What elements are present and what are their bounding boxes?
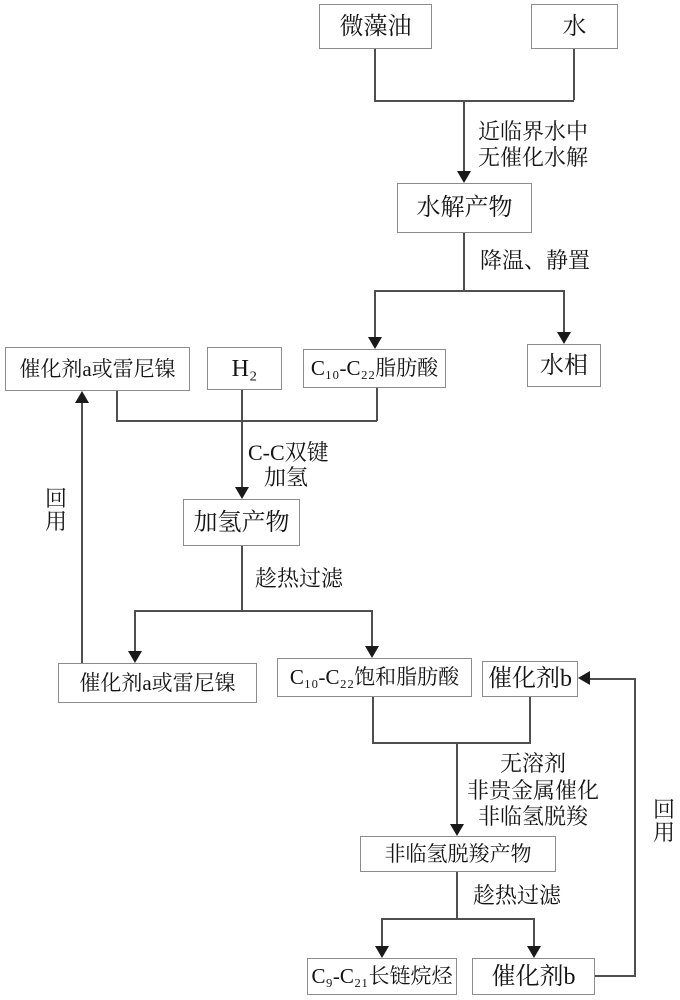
edge-split-1	[374, 290, 564, 292]
edge-to-catalyst-b-recovered	[533, 918, 535, 947]
node-c9-c21-alkanes: C₉-C₂₁长链烷烃	[307, 958, 457, 995]
arrowhead-to-fatty-acids	[368, 337, 382, 349]
edge-to-decarb-product	[456, 742, 458, 825]
edge-split-2	[134, 610, 373, 612]
edge-recycle-right-vertical	[634, 678, 636, 977]
edge-decarb-down	[456, 872, 458, 919]
edge-merge-decarb	[372, 742, 531, 744]
label-reuse-left: 回用	[45, 486, 68, 535]
node-catalyst-b: 催化剂b	[482, 661, 578, 697]
edge-recycle-right-top	[589, 678, 635, 680]
edge-water-down	[573, 49, 575, 100]
edge-split-3	[381, 918, 535, 920]
arrowhead-to-water-phase	[557, 332, 571, 344]
edge-fatty-acids-down	[376, 388, 378, 421]
edge-hydrolysis-down	[463, 233, 465, 290]
edge-catalyst-b-down	[529, 697, 531, 743]
label-near-critical-water: 近临界水中	[478, 119, 589, 144]
arrowhead-to-saturated	[365, 646, 379, 658]
edge-recycle-right-bottom	[595, 975, 636, 977]
label-hydrogenation: 加氢	[264, 465, 309, 490]
node-catalyst-b-recovered: 催化剂b	[472, 958, 595, 995]
node-decarboxylation-product: 非临氢脱羧产物	[360, 836, 556, 872]
edge-recycle-left	[81, 402, 83, 663]
label-cc-double-bond: C-C双键	[248, 440, 329, 465]
edge-to-fatty-acids	[374, 290, 376, 338]
node-hydrolysis-product: 水解产物	[397, 183, 532, 233]
edge-catalyst-a-down	[116, 391, 118, 421]
edge-merge-top	[374, 100, 574, 102]
label-no-solvent: 无溶剂	[500, 751, 567, 776]
node-hydrogenation-product: 加氢产物	[183, 499, 300, 546]
label-cooling-settling: 降温、静置	[480, 248, 591, 273]
arrowhead-to-catalyst-b-recovered	[527, 946, 541, 958]
edge-saturated-down	[372, 697, 374, 743]
edge-to-catalyst-a-recovered	[134, 610, 136, 652]
edge-to-hydrogenation-product	[241, 390, 243, 488]
node-microalgae-oil: 微藻油	[319, 4, 432, 49]
edge-hydrogenation-down	[241, 546, 243, 611]
label-hot-filtration-2: 趁热过滤	[473, 883, 562, 908]
arrowhead-to-alkanes	[375, 946, 389, 958]
node-hydrogen: H₂	[207, 347, 282, 390]
arrowhead-recycle-left	[75, 391, 89, 403]
edge-oil-down	[374, 49, 376, 100]
node-c10-c22-fatty-acids: C₁₀-C₂₂脂肪酸	[303, 349, 446, 388]
arrowhead-to-hydrolysis	[457, 171, 471, 183]
arrowhead-to-hydrogenation-product	[235, 487, 249, 499]
node-water: 水	[531, 4, 618, 49]
edge-to-alkanes	[381, 918, 383, 947]
edge-to-saturated	[371, 610, 373, 647]
node-catalyst-a-recovered: 催化剂a或雷尼镍	[58, 663, 257, 703]
label-non-h2-decarboxylation: 非临氢脱羧	[478, 804, 589, 829]
edge-to-water-phase	[563, 290, 565, 333]
edge-to-hydrolysis	[463, 100, 465, 171]
edge-merge-hydrogenation	[116, 420, 377, 422]
label-hot-filtration-1: 趁热过滤	[255, 566, 344, 591]
label-non-noble-metal-catalysis: 非贵金属催化	[467, 778, 600, 803]
label-reuse-right: 回用	[653, 797, 676, 846]
arrowhead-to-decarb-product	[450, 824, 464, 836]
arrowhead-recycle-right	[578, 671, 590, 685]
node-water-phase: 水相	[527, 344, 601, 387]
arrowhead-to-catalyst-a-recovered	[128, 651, 142, 663]
label-no-catalyst-hydrolysis: 无催化水解	[478, 145, 589, 170]
node-catalyst-a: 催化剂a或雷尼镍	[5, 347, 190, 391]
node-saturated-fatty-acids: C₁₀-C₂₂饱和脂肪酸	[277, 658, 472, 697]
